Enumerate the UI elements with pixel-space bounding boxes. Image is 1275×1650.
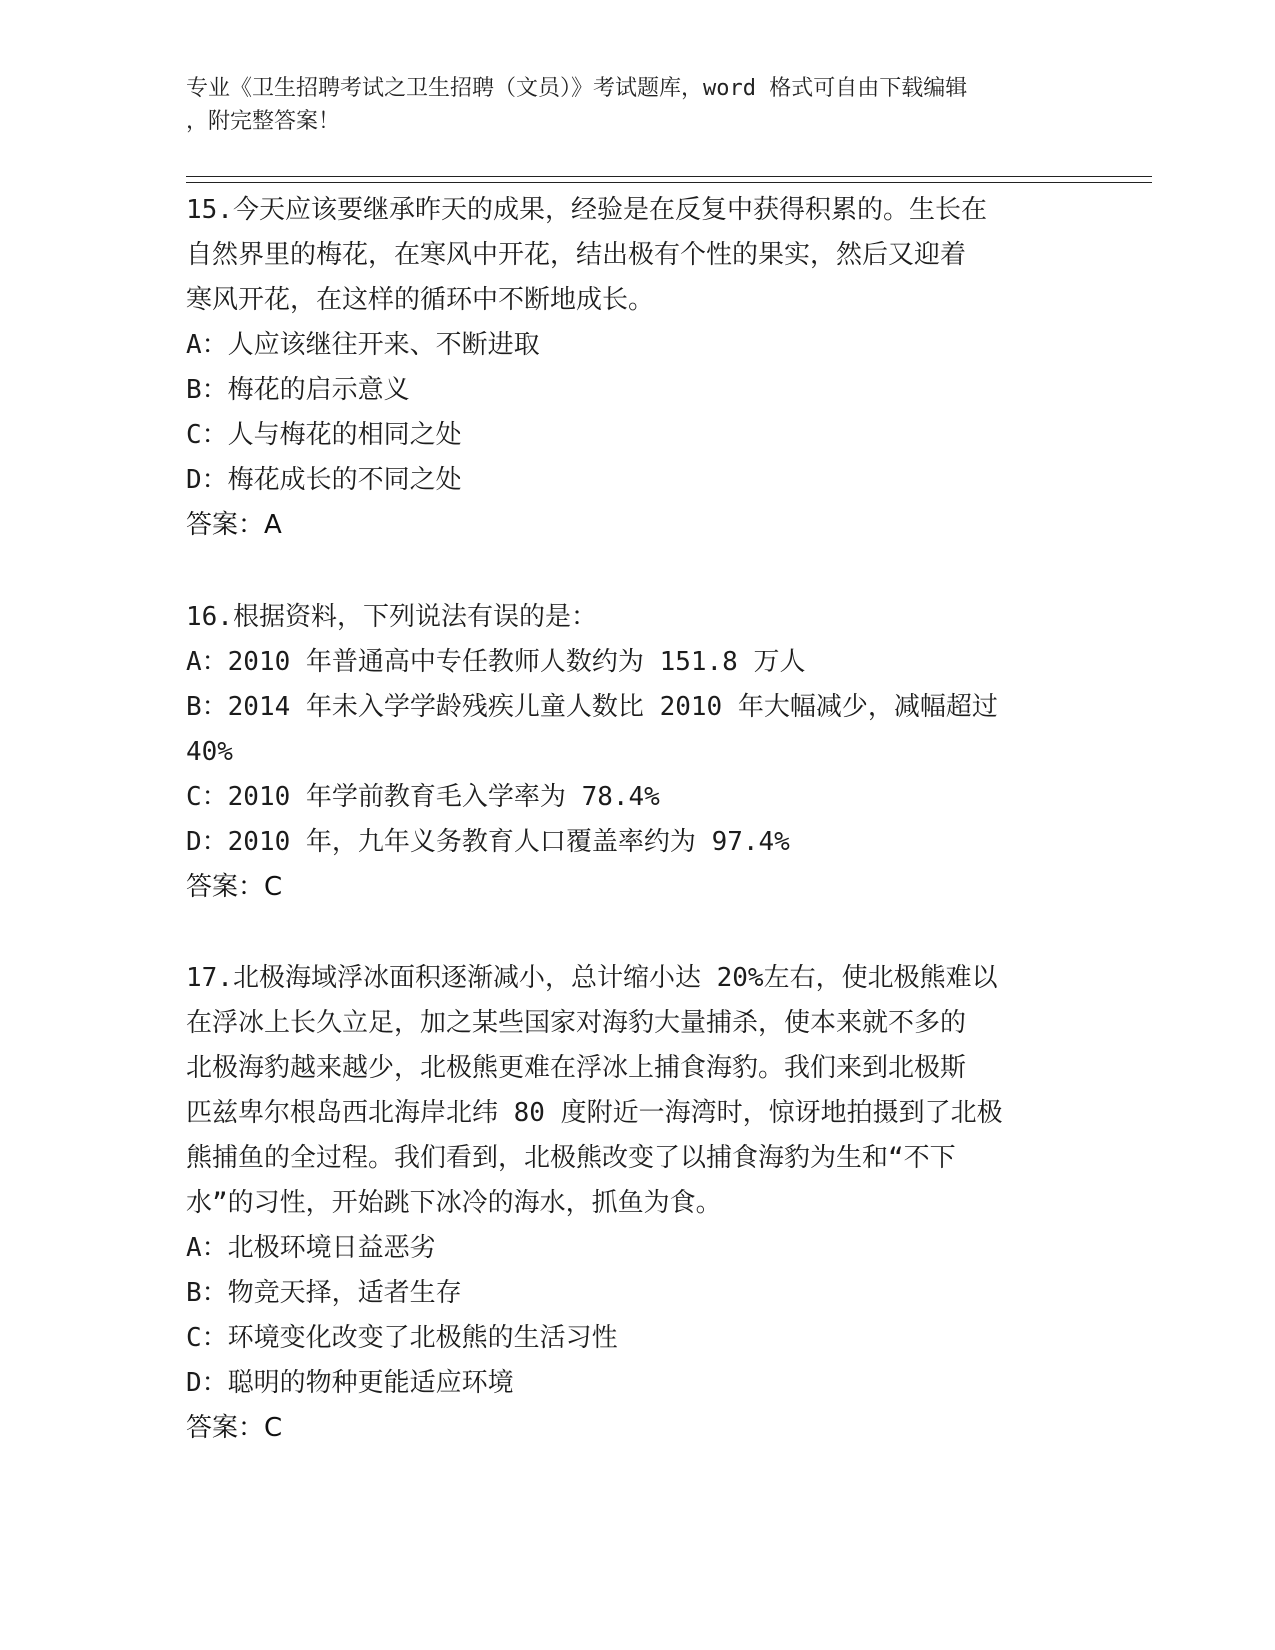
option-d: D：2010 年，九年义务教育人口覆盖率约为 97.4% [186, 827, 790, 857]
question-stem-line: 寒风开花，在这样的循环中不断地成长。 [186, 285, 655, 315]
option-c: C：人与梅花的相同之处 [186, 420, 462, 450]
answer-line: 答案：C [186, 872, 283, 902]
answer-line: 答案：A [186, 510, 282, 540]
question-16 [186, 595, 1086, 910]
header-line: 专业《卫生招聘考试之卫生招聘（文员）》考试题库，word 格式可自由下载编辑 [186, 76, 968, 101]
question-17 [186, 956, 1086, 1451]
question-15 [186, 188, 1086, 548]
option-d: D：梅花成长的不同之处 [186, 465, 462, 495]
question-stem-line: 熊捕鱼的全过程。我们看到，北极熊改变了以捕食海豹为生和“不下 [186, 1143, 956, 1173]
question-stem-line: 17.北极海域浮冰面积逐渐减小，总计缩小达 20%左右，使北极熊难以 [186, 963, 998, 993]
option-c: C：2010 年学前教育毛入学率为 78.4% [186, 782, 660, 812]
header-divider-top [186, 176, 1152, 177]
option-b: B：梅花的启示意义 [186, 375, 410, 405]
question-stem-line: 北极海豹越来越少，北极熊更难在浮冰上捕食海豹。我们来到北极斯 [186, 1053, 967, 1083]
question-stem-line: 在浮冰上长久立足，加之某些国家对海豹大量捕杀，使本来就不多的 [186, 1008, 967, 1038]
option-d: D：聪明的物种更能适应环境 [186, 1368, 514, 1398]
option-b: B：物竞天择，适者生存 [186, 1278, 462, 1308]
option-a: A：北极环境日益恶劣 [186, 1233, 436, 1263]
option-a: A：2010 年普通高中专任教师人数约为 151.8 万人 [186, 647, 806, 677]
question-stem-line: 水”的习性，开始跳下冰冷的海水，抓鱼为食。 [186, 1188, 722, 1218]
question-stem-line: 自然界里的梅花，在寒风中开花，结出极有个性的果实，然后又迎着 [186, 240, 967, 270]
header-line: ，附完整答案！ [186, 109, 341, 134]
document-header [186, 72, 1066, 138]
answer-line: 答案：C [186, 1413, 283, 1443]
question-stem-line: 16.根据资料，下列说法有误的是： [186, 602, 597, 632]
option-c: C：环境变化改变了北极熊的生活习性 [186, 1323, 618, 1353]
question-stem-line: 15.今天应该要继承昨天的成果，经验是在反复中获得积累的。生长在 [186, 195, 987, 225]
header-divider-bottom [186, 182, 1152, 183]
question-stem-line: 匹兹卑尔根岛西北海岸北纬 80 度附近一海湾时，惊讶地拍摄到了北极 [186, 1098, 1003, 1128]
option-a: A：人应该继往开来、不断进取 [186, 330, 540, 360]
option-b-continued: 40% [186, 737, 233, 767]
option-b: B：2014 年未入学学龄残疾儿童人数比 2010 年大幅减少，减幅超过 [186, 692, 998, 722]
